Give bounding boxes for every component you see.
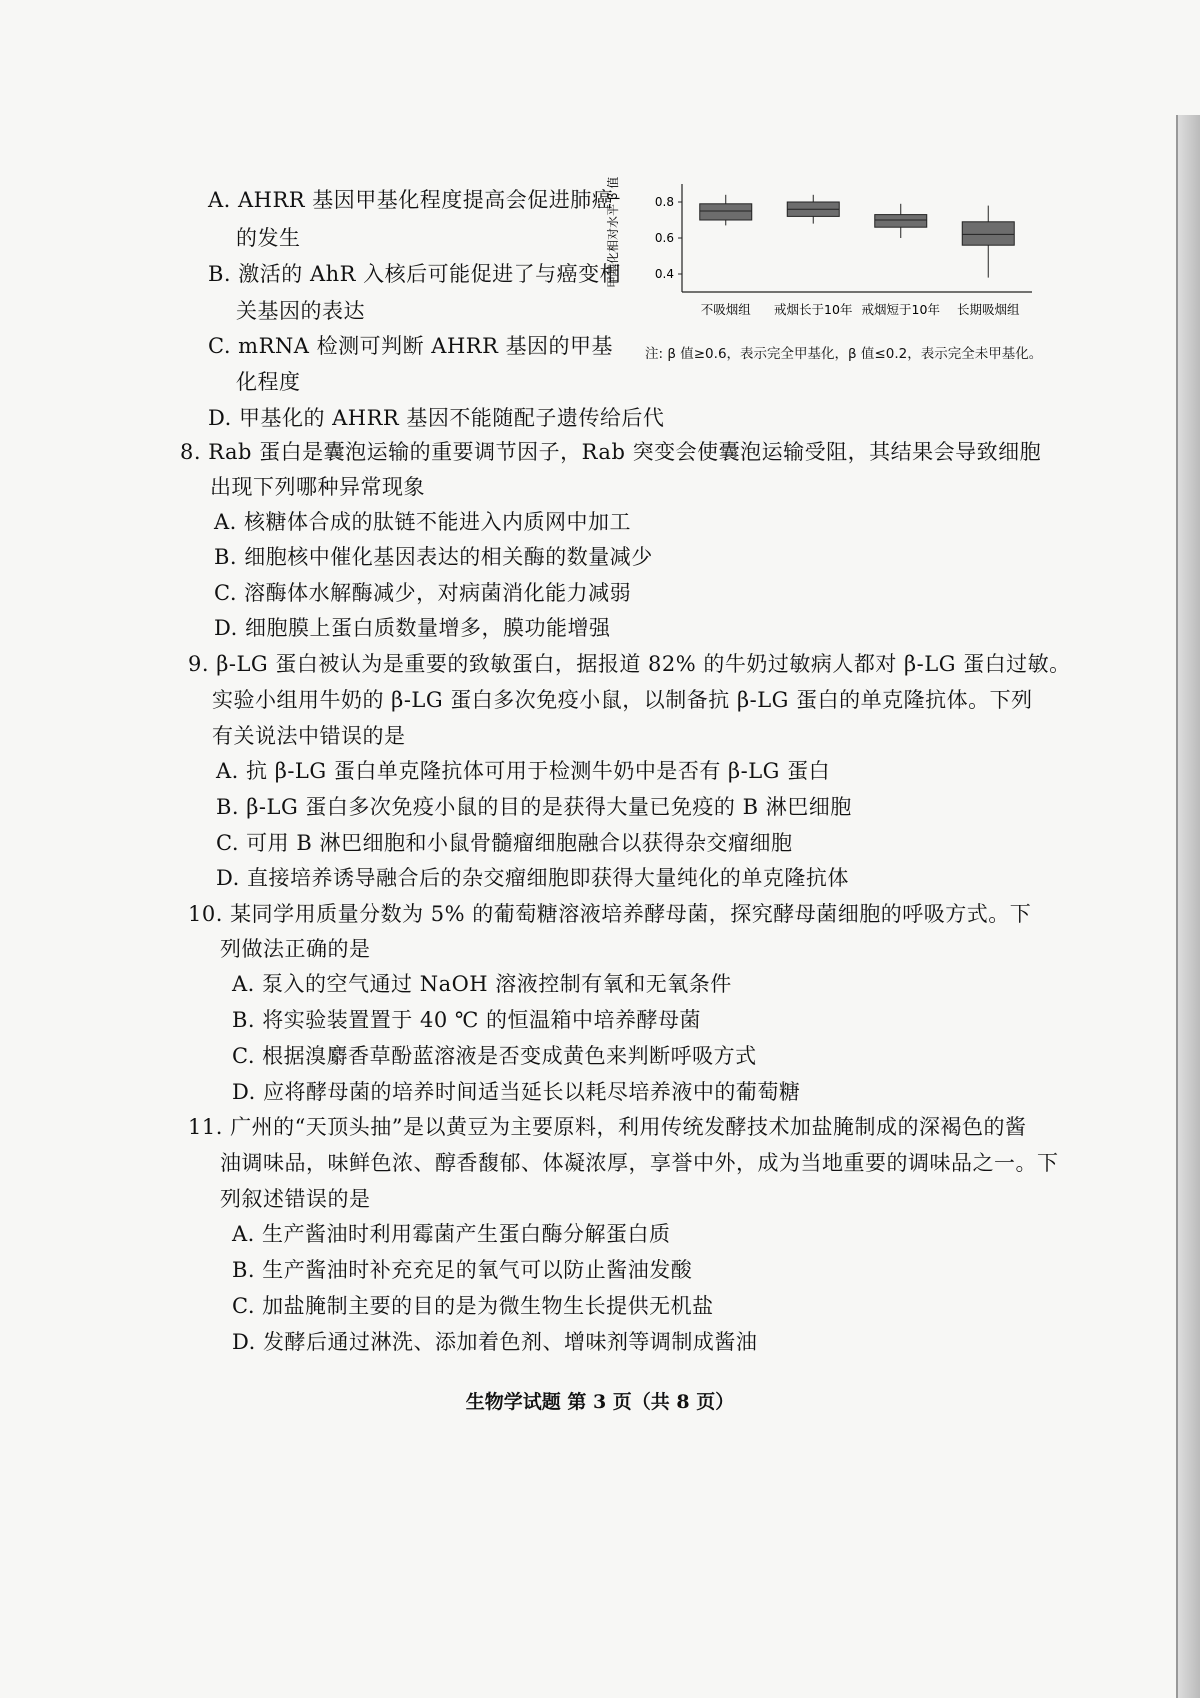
q9-option-d: D. 直接培养诱导融合后的杂交瘤细胞即获得大量纯化的单克隆抗体 xyxy=(216,866,849,890)
y-tick-label: 0.6 xyxy=(654,231,674,245)
q7-option-c-cont: 化程度 xyxy=(236,370,301,394)
x-category-label: 长期吸烟组 xyxy=(956,302,1020,317)
x-category-label: 不吸烟组 xyxy=(700,302,751,317)
box-body xyxy=(700,204,752,220)
q8-stem-cont: 出现下列哪种异常现象 xyxy=(210,475,425,499)
q7-option-d: D. 甲基化的 AHRR 基因不能随配子遗传给后代 xyxy=(208,406,665,430)
q7-option-a-cont: 的发生 xyxy=(236,226,301,250)
page-footer: 生物学试题 第 3 页（共 8 页） xyxy=(465,1391,735,1413)
q7-option-b-cont: 关基因的表达 xyxy=(236,299,365,323)
q10-stem: 10. 某同学用质量分数为 5% 的葡萄糖溶液培养酵母菌，探究酵母菌细胞的呼吸方式。下 xyxy=(188,902,1032,926)
q11-option-a: A. 生产酱油时利用霉菌产生蛋白酶分解蛋白质 xyxy=(232,1222,671,1246)
q11-option-d: D. 发酵后通过淋洗、添加着色剂、增味剂等调制成酱油 xyxy=(232,1330,758,1354)
q9-stem: 9. β-LG 蛋白被认为是重要的致敏蛋白，据报道 82% 的牛奶过敏病人都对 β-LG 蛋白过敏。 xyxy=(188,652,1071,676)
q10-option-d: D. 应将酵母菌的培养时间适当延长以耗尽培养液中的葡萄糖 xyxy=(232,1080,801,1104)
chart-note: 注: β 值≥0.6，表示完全甲基化，β 值≤0.2，表示完全未甲基化。 xyxy=(645,346,1043,362)
q9-option-a: A. 抗 β-LG 蛋白单克隆抗体可用于检测牛奶中是否有 β-LG 蛋白 xyxy=(216,759,831,783)
q9-option-c: C. 可用 B 淋巴细胞和小鼠骨髓瘤细胞融合以获得杂交瘤细胞 xyxy=(216,831,793,855)
q9-stem-cont: 实验小组用牛奶的 β-LG 蛋白多次免疫小鼠，以制备抗 β-LG 蛋白的单克隆抗体。下列 xyxy=(212,688,1033,712)
q7-option-c: C. mRNA 检测可判断 AHRR 基因的甲基 xyxy=(208,334,614,358)
q9-option-b: B. β-LG 蛋白多次免疫小鼠的目的是获得大量已免疫的 B 淋巴细胞 xyxy=(216,795,852,819)
y-tick-label: 0.4 xyxy=(654,267,674,281)
q8-option-b: B. 细胞核中催化基因表达的相关酶的数量减少 xyxy=(214,545,653,569)
y-axis-label: 甲基化相对水平 β 值 xyxy=(606,176,620,288)
box-body xyxy=(875,215,927,228)
q9-stem-cont2: 有关说法中错误的是 xyxy=(212,724,406,748)
q11-stem-cont2: 列叙述错误的是 xyxy=(220,1187,371,1211)
q8-option-d: D. 细胞膜上蛋白质数量增多，膜功能增强 xyxy=(214,616,611,640)
q10-option-a: A. 泵入的空气通过 NaOH 溶液控制有氧和无氧条件 xyxy=(232,972,732,996)
x-category-label: 戒烟短于10年 xyxy=(861,302,940,317)
q10-option-b: B. 将实验装置置于 40 ℃ 的恒温箱中培养酵母菌 xyxy=(232,1008,702,1032)
q8-option-c: C. 溶酶体水解酶减少，对病菌消化能力减弱 xyxy=(214,581,632,605)
q11-option-b: B. 生产酱油时补充充足的氧气可以防止酱油发酸 xyxy=(232,1258,693,1282)
y-tick-label: 0.8 xyxy=(654,195,674,209)
box-body xyxy=(962,222,1014,245)
q7-option-a: A. AHRR 基因甲基化程度提高会促进肺癌 xyxy=(208,188,614,212)
q11-stem: 11. 广州的“天顶头抽”是以黄豆为主要原料，利用传统发酵技术加盐腌制成的深褐色的酱 xyxy=(188,1115,1027,1139)
q11-option-c: C. 加盐腌制主要的目的是为微生物生长提供无机盐 xyxy=(232,1294,714,1318)
scan-edge xyxy=(1178,115,1200,1698)
q8-stem: 8. Rab 蛋白是囊泡运输的重要调节因子，Rab 突变会使囊泡运输受阻，其结果会导致细胞 xyxy=(180,440,1042,464)
q10-option-c: C. 根据溴麝香草酚蓝溶液是否变成黄色来判断呼吸方式 xyxy=(232,1044,757,1068)
q11-stem-cont: 油调味品，味鲜色浓、醇香馥郁、体凝浓厚，享誉中外，成为当地重要的调味品之一。下 xyxy=(220,1151,1059,1175)
q7-option-b: B. 激活的 AhR 入核后可能促进了与癌变相 xyxy=(208,262,622,286)
methylation-box-chart xyxy=(606,176,1047,342)
q10-stem-cont: 列做法正确的是 xyxy=(220,937,371,961)
x-category-label: 戒烟长于10年 xyxy=(774,302,853,317)
q8-option-a: A. 核糖体合成的肽链不能进入内质网中加工 xyxy=(214,510,632,534)
